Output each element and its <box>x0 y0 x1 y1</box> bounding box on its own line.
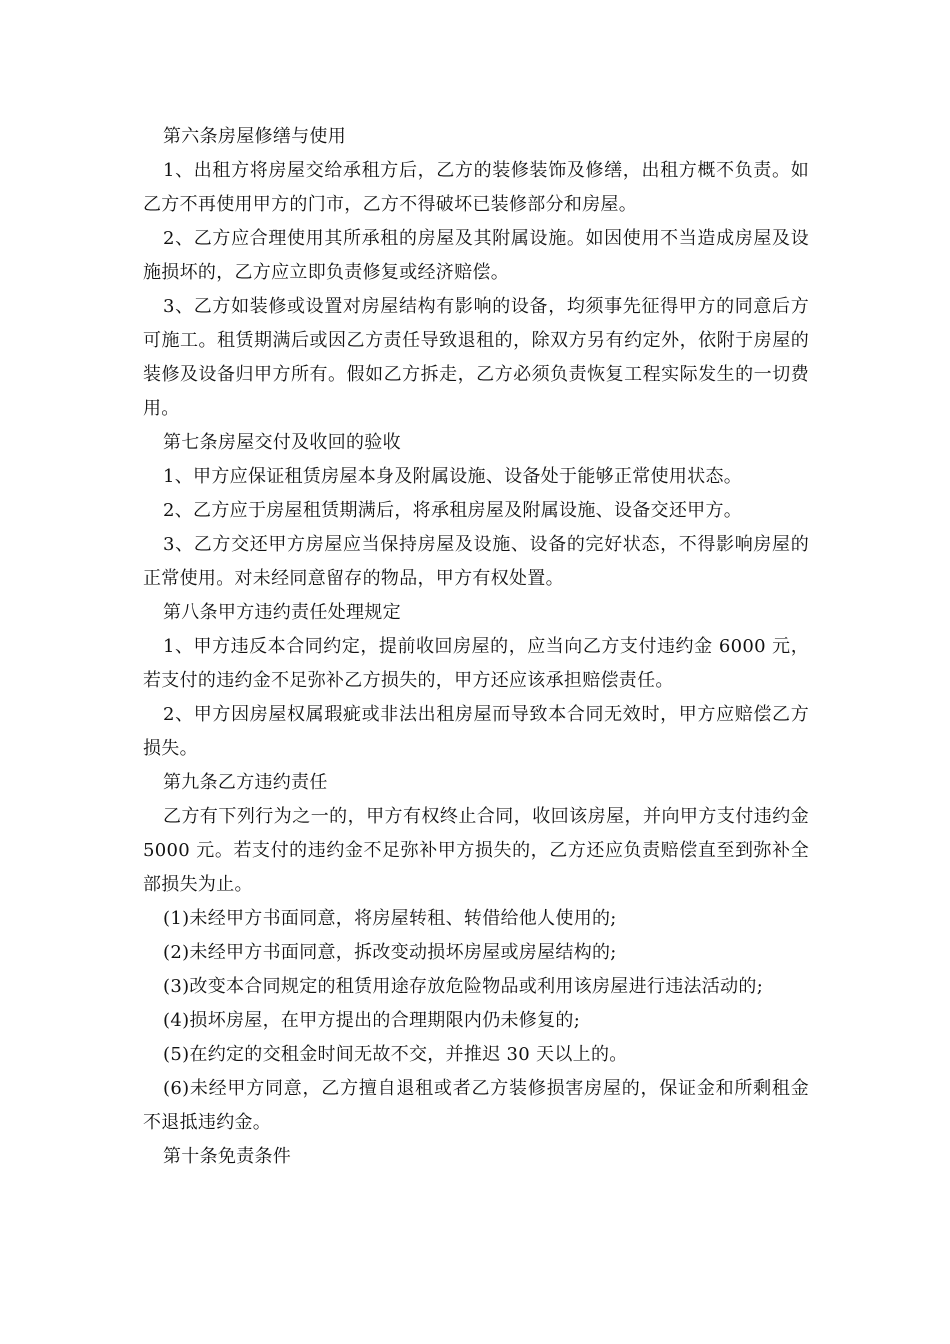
section-heading-9: 第九条乙方违约责任 <box>163 772 328 793</box>
section-heading-10: 第十条免责条件 <box>163 1146 292 1167</box>
document-body <box>143 120 809 1174</box>
clause-9-item-6: (6)未经甲方同意，乙方擅自退租或者乙方装修损害房屋的，保证金和所剩租金不退抵违约金。 <box>143 1078 809 1133</box>
clause-9-item-5: (5)在约定的交租金时间无故不交，并推迟 30 天以上的。 <box>163 1044 628 1065</box>
clause-9-item-3: (3)改变本合同规定的租赁用途存放危险物品或利用该房屋进行违法活动的; <box>163 976 764 997</box>
clause-7-2: 2、乙方应于房屋租赁期满后，将承租房屋及附属设施、设备交还甲方。 <box>163 500 743 521</box>
clause-9-item-1: (1)未经甲方书面同意，将房屋转租、转借给他人使用的; <box>163 908 617 929</box>
clause-9-intro: 乙方有下列行为之一的，甲方有权终止合同，收回该房屋，并向甲方支付违约金 5000 元。若支付的违约金不足弥补甲方损失的，乙方还应负责赔偿直至到弥补全部损失为止。 <box>143 806 809 895</box>
clause-9-item-4: (4)损坏房屋，在甲方提出的合理期限内仍未修复的; <box>163 1010 581 1031</box>
section-heading-8: 第八条甲方违约责任处理规定 <box>163 602 401 623</box>
section-heading-7: 第七条房屋交付及收回的验收 <box>163 432 401 453</box>
clause-9-item-2: (2)未经甲方书面同意，拆改变动损坏房屋或房屋结构的; <box>163 942 617 963</box>
clause-7-1: 1、甲方应保证租赁房屋本身及附属设施、设备处于能够正常使用状态。 <box>163 466 743 487</box>
clause-7-3: 3、乙方交还甲方房屋应当保持房屋及设施、设备的完好状态，不得影响房屋的正常使用。对未经同意留存的物品，甲方有权处置。 <box>143 534 809 589</box>
clause-6-1: 1、出租方将房屋交给承租方后，乙方的装修装饰及修缮，出租方概不负责。如乙方不再使用甲方的门市，乙方不得破坏已装修部分和房屋。 <box>143 160 809 215</box>
clause-6-3: 3、乙方如装修或设置对房屋结构有影响的设备，均须事先征得甲方的同意后方可施工。租赁期满后或因乙方责任导致退租的，除双方另有约定外，依附于房屋的装修及设备归甲方所有。假如乙方拆走，乙方必须负责恢复工程实际发生的一切费用。 <box>143 296 809 419</box>
clause-6-2: 2、乙方应合理使用其所承租的房屋及其附属设施。如因使用不当造成房屋及设施损坏的，乙方应立即负责修复或经济赔偿。 <box>143 228 809 283</box>
clause-8-2: 2、甲方因房屋权属瑕疵或非法出租房屋而导致本合同无效时，甲方应赔偿乙方损失。 <box>143 704 809 759</box>
clause-8-1: 1、甲方违反本合同约定，提前收回房屋的，应当向乙方支付违约金 6000 元，若支付的违约金不足弥补乙方损失的，甲方还应该承担赔偿责任。 <box>143 636 809 691</box>
section-heading-6: 第六条房屋修缮与使用 <box>163 126 346 147</box>
